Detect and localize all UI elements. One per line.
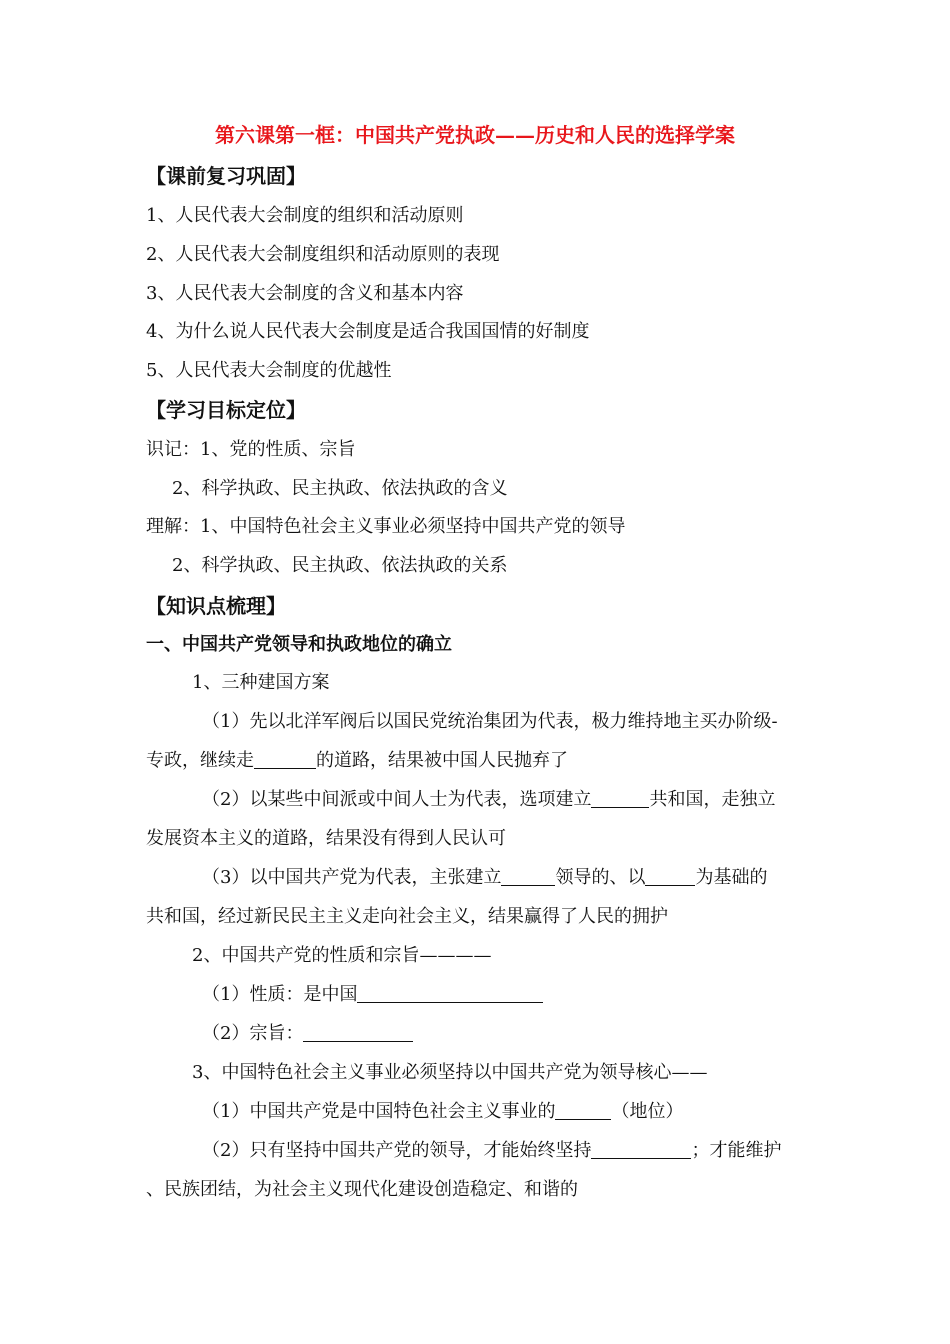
point3-a-pre: （1）中国共产党是中国特色社会主义事业的 xyxy=(202,1101,556,1122)
fill-blank[interactable] xyxy=(501,867,555,886)
point1-c-line1-pre: （3）以中国共产党为代表，主张建立 xyxy=(202,867,502,888)
section-heading-goals: 【学习目标定位】 xyxy=(146,398,306,422)
point2-b xyxy=(202,1022,413,1046)
goal-remember-1: 识记：1、党的性质、宗旨 xyxy=(146,439,356,460)
part1-heading: 一、中国共产党领导和执政地位的确立 xyxy=(146,634,452,655)
review-item-4: 4、为什么说人民代表大会制度是适合我国国情的好制度 xyxy=(146,321,590,342)
review-item-2: 2、人民代表大会制度组织和活动原则的表现 xyxy=(146,244,500,265)
point2-title: 2、中国共产党的性质和宗旨———— xyxy=(192,945,492,966)
point1-a-line2-post: 的道路，结果被中国人民抛弃了 xyxy=(316,750,568,771)
point1-a-line2 xyxy=(146,749,568,773)
fill-blank[interactable] xyxy=(254,750,316,769)
point3-b-line1 xyxy=(202,1139,781,1163)
point3-title: 3、中国特色社会主义事业必须坚持以中国共产党为领导核心—— xyxy=(192,1062,708,1083)
point1-b-line1 xyxy=(202,788,775,812)
review-item-1: 1、人民代表大会制度的组织和活动原则 xyxy=(146,205,464,226)
point1-c-line2: 共和国，经过新民民主主义走向社会主义，结果赢得了人民的拥护 xyxy=(146,906,668,927)
point1-a-line2-pre: 专政，继续走 xyxy=(146,750,254,771)
fill-blank[interactable] xyxy=(357,984,543,1003)
point1-b-line2: 发展资本主义的道路，结果没有得到人民认可 xyxy=(146,828,506,849)
goal-understand-2: 2、科学执政、民主执政、依法执政的关系 xyxy=(172,555,508,576)
fill-blank[interactable] xyxy=(555,1101,611,1120)
point3-b-line1-post: ；才能维护 xyxy=(691,1140,782,1161)
point1-title: 1、三种建国方案 xyxy=(192,672,330,693)
document-title: 第六课第一框：中国共产党执政——历史和人民的选择学案 xyxy=(215,123,735,147)
review-item-5: 5、人民代表大会制度的优越性 xyxy=(146,360,392,381)
point3-b-line1-pre: （2）只有坚持中国共产党的领导，才能始终坚持 xyxy=(202,1140,592,1161)
point1-b-line1-post: 共和国，走独立 xyxy=(649,789,776,810)
point2-b-pre: （2）宗旨： xyxy=(202,1023,304,1044)
point1-c-line1 xyxy=(202,866,767,890)
point1-b-line1-pre: （2）以某些中间派或中间人士为代表，选项建立 xyxy=(202,789,592,810)
point1-c-line1-mid: 领导的、以 xyxy=(555,867,646,888)
fill-blank[interactable] xyxy=(645,867,695,886)
goal-understand-1: 理解：1、中国特色社会主义事业必须坚持中国共产党的领导 xyxy=(146,516,626,537)
point3-a xyxy=(202,1100,683,1124)
point3-b-line2: 、民族团结，为社会主义现代化建设创造稳定、和谐的 xyxy=(146,1179,578,1200)
fill-blank[interactable] xyxy=(591,1140,691,1159)
review-item-3: 3、人民代表大会制度的含义和基本内容 xyxy=(146,283,464,304)
section-heading-review: 【课前复习巩固】 xyxy=(146,164,306,188)
point1-c-line1-post: 为基础的 xyxy=(695,867,768,888)
point2-a-pre: （1）性质：是中国 xyxy=(202,984,358,1005)
point1-a-line1: （1）先以北洋军阀后以国民党统治集团为代表，极力维持地主买办阶级- xyxy=(202,711,778,732)
point3-a-post: （地位） xyxy=(611,1101,684,1122)
section-heading-knowledge: 【知识点梳理】 xyxy=(146,594,286,618)
fill-blank[interactable] xyxy=(591,789,649,808)
point2-a xyxy=(202,983,543,1007)
goal-remember-2: 2、科学执政、民主执政、依法执政的含义 xyxy=(172,478,508,499)
fill-blank[interactable] xyxy=(303,1023,413,1042)
